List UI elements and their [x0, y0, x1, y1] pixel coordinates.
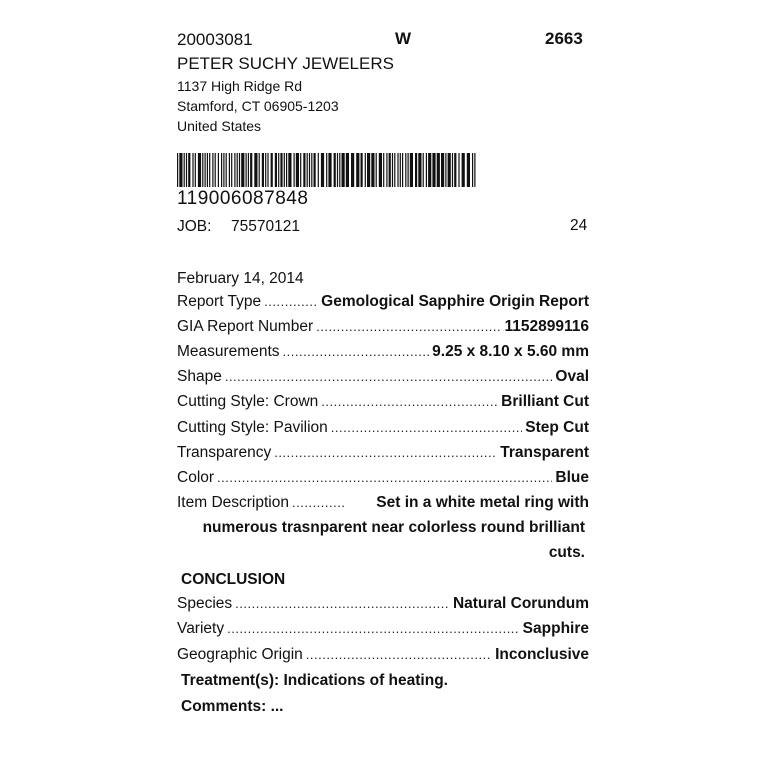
field-label: Measurements: [177, 343, 280, 360]
barcode-bar: [462, 153, 465, 187]
barcode-bar: [179, 153, 182, 187]
barcode-bar: [223, 153, 224, 187]
barcode-bar: [198, 153, 201, 187]
field-label: Geographic Origin: [177, 646, 303, 663]
field-gia-report-number: [177, 318, 589, 340]
item-description-line-3: cuts.: [548, 544, 585, 561]
barcode-bar: [383, 153, 384, 187]
field-cutting-style-pavilion: [177, 419, 589, 441]
barcode-bar: [426, 153, 427, 187]
barcode-bar: [376, 153, 377, 187]
barcode-bar: [321, 153, 324, 187]
barcode-bar: [467, 153, 470, 187]
code-letter: W: [395, 29, 412, 48]
company-name: PETER SUCHY JEWELERS: [177, 54, 394, 73]
barcode-bar: [303, 153, 305, 187]
comments-text: Comments: ...: [181, 698, 284, 715]
field-variety: [177, 620, 589, 642]
barcode-bar: [278, 153, 279, 187]
barcode-bar: [288, 153, 291, 187]
barcode-bar: [231, 153, 232, 187]
field-value: 1152899116: [504, 318, 589, 335]
barcode-bar: [262, 153, 264, 187]
barcode-bar: [265, 153, 266, 187]
field-label: Species: [177, 595, 233, 612]
barcode-bar: [452, 153, 453, 187]
field-value: Inconclusive: [495, 646, 589, 663]
barcode-bar: [226, 153, 227, 187]
field-label: Transparency: [177, 444, 272, 461]
barcode-bar: [415, 153, 417, 187]
country: United States: [177, 118, 262, 134]
barcode-bar: [328, 153, 331, 187]
barcode-bar: [259, 153, 260, 187]
field-label: Cutting Style: Crown: [177, 393, 319, 410]
field-value: Gemological Sapphire Origin Report: [321, 293, 589, 310]
barcode-bar: [248, 153, 249, 187]
barcode-bar: [441, 153, 444, 187]
barcode-bar: [186, 153, 187, 187]
field-report-type: [177, 293, 589, 315]
job-count: 24: [570, 217, 588, 234]
barcode: [177, 153, 477, 187]
conclusion-heading: CONCLUSION: [181, 571, 286, 588]
barcode-bar: [423, 153, 424, 187]
field-measurements: [177, 343, 589, 365]
field-color: [177, 469, 589, 491]
barcode-bar: [309, 153, 310, 187]
barcode-bar: [239, 153, 240, 187]
field-cutting-style-crown: [177, 393, 589, 415]
barcode-bar: [445, 153, 446, 187]
barcode-bar: [428, 153, 431, 187]
barcode-bar: [432, 153, 435, 187]
barcode-bar: [326, 153, 327, 187]
barcode-bar: [437, 153, 440, 187]
field-item-description: [177, 494, 589, 516]
barcode-bar: [284, 153, 285, 187]
barcode-bar: [351, 153, 354, 187]
barcode-bar: [402, 153, 403, 187]
barcode-bar: [267, 153, 268, 187]
barcode-bar: [229, 153, 230, 187]
barcode-bar: [202, 153, 203, 187]
barcode-bar: [205, 153, 206, 187]
barcode-bar: [472, 153, 473, 187]
barcode-bar: [394, 153, 395, 187]
barcode-bar: [367, 153, 370, 187]
barcode-bar: [218, 153, 219, 187]
barcode-bar: [207, 153, 208, 187]
field-value: Natural Corundum: [452, 595, 589, 612]
barcode-bar: [234, 153, 235, 187]
treatment-text: Treatment(s): Indications of heating.: [181, 672, 448, 689]
barcode-bar: [300, 153, 301, 187]
barcode-bar: [237, 153, 238, 187]
barcode-bar: [192, 153, 193, 187]
barcode-bar: [246, 153, 247, 187]
barcode-bar: [241, 153, 244, 187]
barcode-bar: [250, 153, 252, 187]
barcode-bar: [371, 153, 374, 187]
field-value: Sapphire: [522, 620, 589, 637]
barcode-bar: [379, 153, 382, 187]
barcode-bar: [389, 153, 391, 187]
barcode-bar: [392, 153, 393, 187]
field-value: Oval: [555, 368, 589, 385]
barcode-bar: [339, 153, 340, 187]
barcode-bar: [307, 153, 308, 187]
field-label: Color: [177, 469, 215, 486]
barcode-bar: [271, 153, 273, 187]
barcode-bar: [458, 153, 459, 187]
barcode-bar: [209, 153, 210, 187]
field-shape: [177, 368, 589, 390]
barcode-bar: [280, 153, 282, 187]
account-number: 20003081: [177, 30, 253, 49]
city-state-zip: Stamford, CT 06905-1203: [177, 98, 339, 114]
barcode-bar: [188, 153, 190, 187]
barcode-bar: [314, 153, 316, 187]
barcode-bar: [408, 153, 409, 187]
field-label: Variety: [177, 620, 225, 637]
barcode-bar: [356, 153, 359, 187]
barcode-bar: [286, 153, 287, 187]
barcode-bar: [334, 153, 336, 187]
barcode-bar: [296, 153, 299, 187]
barcode-bar: [215, 153, 216, 187]
item-description-line-2: numerous trasnparent near colorless round brilliant: [202, 519, 585, 536]
barcode-number: 119006087848: [177, 188, 309, 209]
barcode-bar: [410, 153, 413, 187]
barcode-bar: [397, 153, 398, 187]
field-label: GIA Report Number: [177, 318, 314, 335]
barcode-bar: [386, 153, 387, 187]
report-date: February 14, 2014: [177, 270, 304, 287]
barcode-bar: [177, 153, 178, 187]
field-value: Blue: [555, 469, 589, 486]
field-label: Shape: [177, 368, 222, 385]
field-label: Report Type: [177, 293, 262, 310]
field-value: 9.25 x 8.10 x 5.60 mm: [432, 343, 589, 360]
job-label: JOB:: [177, 218, 212, 235]
barcode-bar: [311, 153, 312, 187]
barcode-bar: [212, 153, 213, 187]
barcode-bar: [342, 153, 345, 187]
field-label: Item Description: [177, 494, 289, 511]
barcode-bar: [405, 153, 406, 187]
field-label: Cutting Style: Pavilion: [177, 419, 328, 436]
field-species: [177, 595, 589, 617]
barcode-bar: [346, 153, 349, 187]
barcode-bar: [184, 153, 185, 187]
barcode-bar: [361, 153, 363, 187]
field-transparency: [177, 444, 589, 466]
barcode-bar: [195, 153, 196, 187]
barcode-bar: [448, 153, 451, 187]
barcode-bar: [474, 153, 475, 187]
barcode-bar: [275, 153, 277, 187]
header-number: 2663: [545, 29, 583, 48]
barcode-bar: [254, 153, 257, 187]
barcode-bar: [418, 153, 421, 187]
barcode-bar: [294, 153, 295, 187]
street-address: 1137 High Ridge Rd: [177, 78, 303, 94]
job-number: 75570121: [231, 218, 300, 235]
barcode-bar: [365, 153, 366, 187]
field-geographic-origin: [177, 646, 589, 668]
barcode-bar: [454, 153, 456, 187]
barcode-bar: [400, 153, 401, 187]
field-value: Set in a white metal ring with: [376, 494, 589, 511]
barcode-bar: [221, 153, 222, 187]
field-value: Brilliant Cut: [501, 393, 589, 410]
barcode-bar: [337, 153, 338, 187]
field-value: Step Cut: [525, 419, 589, 436]
barcode-bar: [318, 153, 319, 187]
field-value: Transparent: [500, 444, 589, 461]
